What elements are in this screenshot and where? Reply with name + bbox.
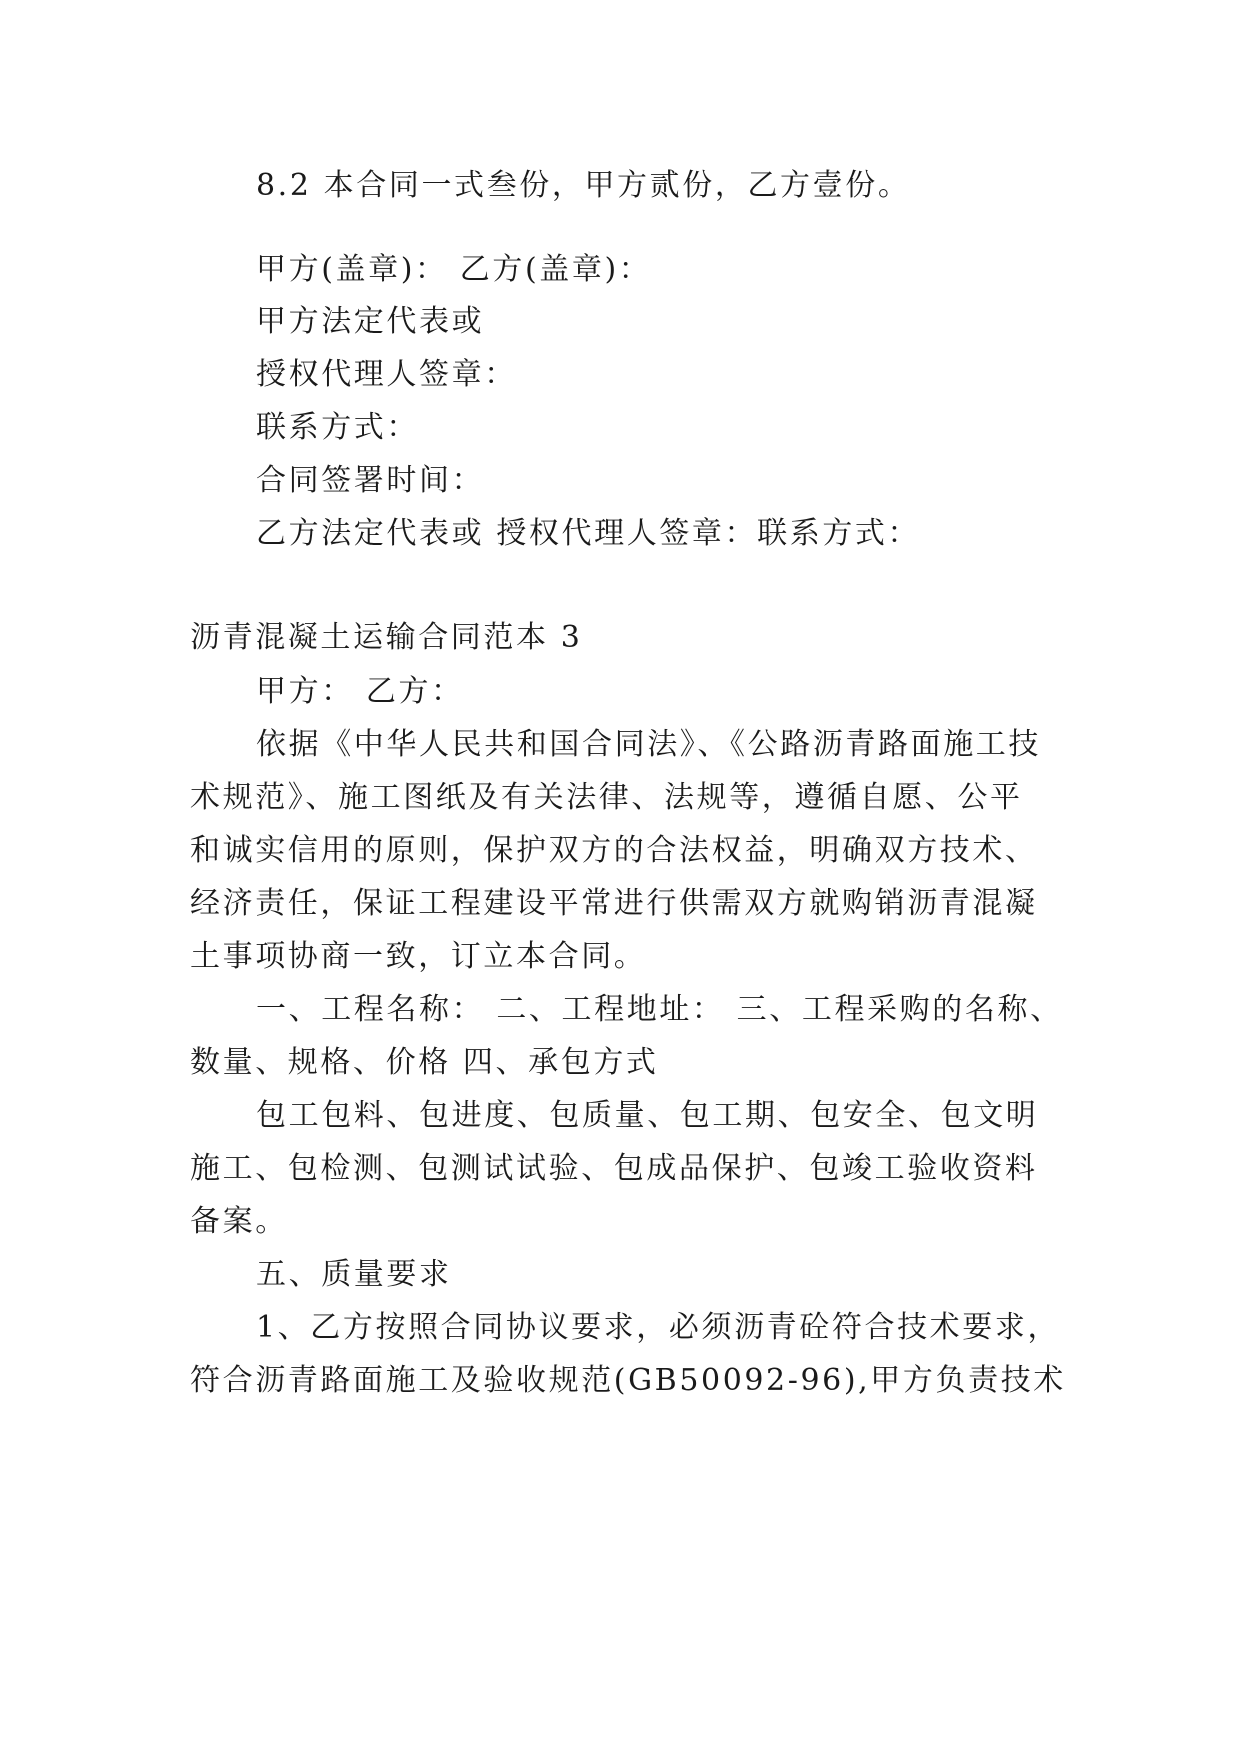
parties-line: 甲方： 乙方： xyxy=(256,674,464,709)
clause-8-2-line: 8.2 本合同一式叁份，甲方贰份，乙方壹份。 xyxy=(256,168,911,203)
paragraph-line: 一、工程名称： 二、工程地址： 三、工程采购的名称、 xyxy=(256,992,1063,1027)
section-heading: 五、质量要求 xyxy=(256,1257,452,1292)
paragraph-line: 符合沥青路面施工及验收规范(GB50092-96),甲方负责技术 xyxy=(190,1363,1066,1398)
contact-line: 联系方式： xyxy=(256,410,419,445)
section-title: 沥青混凝土运输合同范本 3 xyxy=(190,620,583,655)
party-seals-line: 甲方(盖章)： 乙方(盖章)： xyxy=(256,252,652,287)
paragraph-line: 依据《中华人民共和国合同法》、《公路沥青路面施工技 xyxy=(256,727,1041,762)
party-a-agent-signature-line: 授权代理人签章： xyxy=(256,357,517,392)
paragraph-line: 术规范》、施工图纸及有关法律、法规等，遵循自愿、公平 xyxy=(190,780,1023,815)
party-a-representative-line: 甲方法定代表或 xyxy=(256,304,485,339)
paragraph-line: 经济责任，保证工程建设平常进行供需双方就购销沥青混凝 xyxy=(190,886,1038,921)
paragraph-line: 包工包料、包进度、包质量、包工期、包安全、包文明 xyxy=(256,1098,1039,1133)
paragraph-line: 和诚实信用的原则，保护双方的合法权益，明确双方技术、 xyxy=(190,833,1038,868)
paragraph-line: 数量、规格、价格 四、承包方式 xyxy=(190,1045,659,1080)
paragraph-line: 1、乙方按照合同协议要求，必须沥青砼符合技术要求， xyxy=(256,1310,1061,1345)
paragraph-line: 土事项协商一致，订立本合同。 xyxy=(190,939,647,974)
signing-date-line: 合同签署时间： xyxy=(256,463,485,498)
paragraph-line: 施工、包检测、包测试试验、包成品保护、包竣工验收资料 xyxy=(190,1151,1038,1186)
party-b-representative-line: 乙方法定代表或 授权代理人签章：联系方式： xyxy=(256,516,921,551)
paragraph-line: 备案。 xyxy=(190,1204,288,1239)
